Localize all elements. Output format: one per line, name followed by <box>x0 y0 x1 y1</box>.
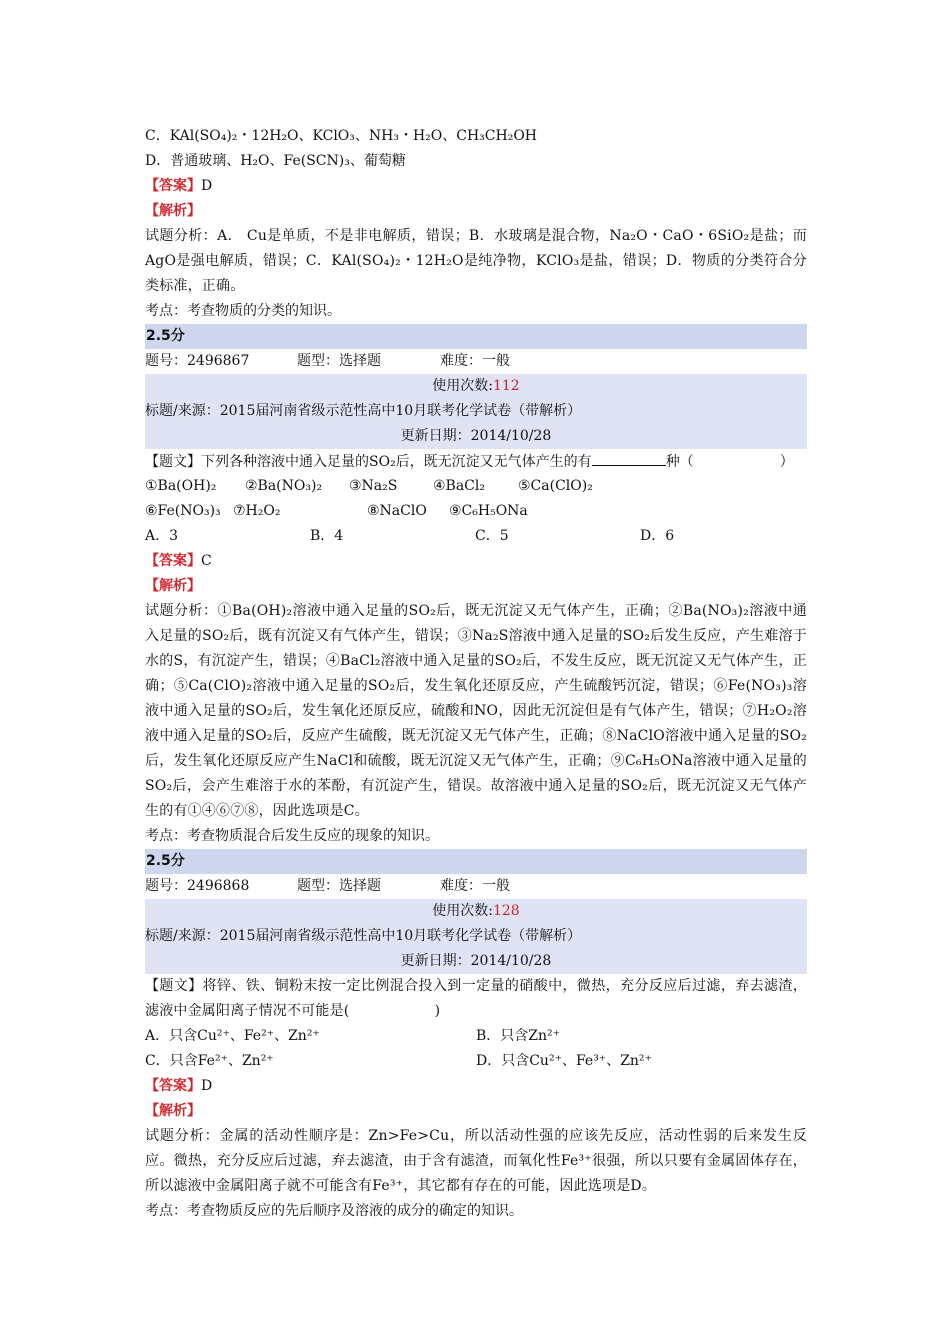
source-row: 标题/来源：2015届河南省级示范性高中10月联考化学试卷（带解析） <box>145 924 807 949</box>
item-5: ⑤Ca(ClO)₂ <box>518 478 593 494</box>
update-date: 更新日期：2014/10/28 <box>145 949 807 974</box>
usage-count: 112 <box>492 378 520 394</box>
score-bar: 2.5分 <box>145 324 807 349</box>
question-type: 题型：选择题 <box>297 878 381 894</box>
options-row-1 <box>145 1024 807 1049</box>
option-d: D．6 <box>640 528 675 544</box>
answer-line <box>145 1074 807 1099</box>
source-row: 标题/来源：2015届河南省级示范性高中10月联考化学试卷（带解析） <box>145 399 807 424</box>
stem-tag: 【题文】 <box>145 978 203 994</box>
question-id: 题号：2496868 <box>145 878 250 894</box>
question-meta <box>145 874 807 899</box>
option-b: B．只含Zn²⁺ <box>476 1028 561 1044</box>
option-c: C．只含Fe²⁺、Zn²⁺ <box>145 1053 274 1069</box>
question-difficulty: 难度：一般 <box>440 353 510 369</box>
fill-blank <box>592 449 666 466</box>
answer-tag: 【答案】 <box>145 1078 201 1094</box>
stem-text: 将锌、铁、铜粉末按一定比例混合投入到一定量的硝酸中，微热，充分反应后过滤，弃去滤渣，滤液中金属阳离子情况不可能是( ) <box>145 978 807 1019</box>
option-a: A．3 <box>145 528 179 544</box>
analysis-tag: 【解析】 <box>145 1103 201 1119</box>
usage-label: 使用次数: <box>432 903 493 919</box>
usage-count-row <box>145 899 807 924</box>
options-row-2 <box>145 1049 807 1074</box>
question-type: 题型：选择题 <box>297 353 381 369</box>
stem-text: 下列各种溶液中通入足量的SO₂后，既无沉淀又无气体产生的有 <box>201 454 592 470</box>
item-8: ⑧NaClO <box>367 503 427 519</box>
answer-value: D <box>201 1078 213 1094</box>
question-stem <box>145 974 807 1024</box>
option-b: B．4 <box>310 528 344 544</box>
item-4: ④BaCl₂ <box>433 478 485 494</box>
stem-text-2: 种（ <box>665 454 694 470</box>
analysis-tag: 【解析】 <box>145 578 201 594</box>
analysis-text: 试题分析：A． Cu是单质，不是非电解质，错误；B．水玻璃是混合物，Na₂O・CaO・6SiO₂是盐；而AgO是强电解质，错误；C．KAl(SO₄)₂・12H₂O是纯净物，KClO₃是盐，错误；D．物质的分类符合分类标准，正确。 <box>145 228 807 294</box>
analysis-text: 试题分析：①Ba(OH)₂溶液中通入足量的SO₂后，既无沉淀又无气体产生，正确；②Ba(NO₃)₂溶液中通入足量的SO₂后，既有沉淀又有气体产生，错误；③Na₂S溶液中通入足量的SO₂后发生反应，产生难溶于水的S，有沉淀产生，错误；④BaCl₂溶液中通入足量的SO₂后，不发生反应，既无沉淀又无气体产生，正确；⑤Ca(ClO)₂溶液中通入足量的SO₂后，发生氧化还原反应，产生硫酸钙沉淀，错误；⑥Fe(NO₃)₃溶液中通入足量的SO₂后，发生氧化还原反应，硫酸和NO，因此无沉淀但是有气体产生，错误；⑦H₂O₂溶液中通入足量的SO₂后，反应产生硫酸，既无沉淀又无气体产生，正确；⑧NaClO溶液中通入足量的SO₂后，发生氧化还原反应产生NaCl和硫酸，既无沉淀又无气体产生，正确；⑨C₆H₅ONa溶液中通入足量的SO₂后，会产生难溶于水的苯酚，有沉淀产生，错误。故溶液中通入足量的SO₂后，既无沉淀又无气体产生的有①④⑥⑦⑧，因此选项是C。 <box>145 603 807 819</box>
kaodian: 考点：考查物质的分类的知识。 <box>145 303 341 319</box>
usage-count-row <box>145 374 807 399</box>
usage-label: 使用次数: <box>432 378 493 394</box>
items-row-2 <box>145 499 807 524</box>
answer-tag: 【答案】 <box>145 178 201 194</box>
update-date: 更新日期：2014/10/28 <box>145 424 807 449</box>
kaodian: 考点：考查物质反应的先后顺序及溶液的成分的确定的知识。 <box>145 1203 523 1219</box>
answer-value: D <box>201 178 213 194</box>
option-d: D．普通玻璃、H₂O、Fe(SCN)₃、葡萄糖 <box>145 153 406 169</box>
option-d: D．只含Cu²⁺、Fe³⁺、Zn²⁺ <box>476 1053 652 1069</box>
usage-count: 128 <box>492 903 520 919</box>
analysis-tag: 【解析】 <box>145 203 201 219</box>
question-difficulty: 难度：一般 <box>440 878 510 894</box>
question-stem <box>145 449 807 474</box>
item-6: ⑥Fe(NO₃)₃ <box>145 503 221 519</box>
score-bar: 2.5分 <box>145 849 807 874</box>
answer-line <box>145 174 807 199</box>
analysis-text: 试题分析：金属的活动性顺序是：Zn>Fe>Cu，所以活动性强的应该先反应，活动性弱的后来发生反应。微热，充分反应后过滤，弃去滤渣，由于含有滤渣，而氧化性Fe³⁺很强，所以只要有金属固体存在，所以滤液中金属阳离子就不可能含有Fe³⁺，其它都有存在的可能，因此选项是D。 <box>145 1128 807 1194</box>
stem-text-3: ） <box>779 454 794 470</box>
question-meta <box>145 349 807 374</box>
items-row-1 <box>145 474 807 499</box>
item-3: ③Na₂S <box>349 478 398 494</box>
option-c: C．5 <box>475 528 509 544</box>
options-row <box>145 524 807 549</box>
option-a: A．只含Cu²⁺、Fe²⁺、Zn²⁺ <box>145 1028 320 1044</box>
item-9: ⑨C₆H₅ONa <box>449 503 528 519</box>
kaodian: 考点：考查物质混合后发生反应的现象的知识。 <box>145 828 439 844</box>
stem-tag: 【题文】 <box>145 454 201 470</box>
item-7: ⑦H₂O₂ <box>233 503 281 519</box>
answer-line <box>145 549 807 574</box>
content <box>145 124 807 1224</box>
analysis-tag-line <box>145 574 807 599</box>
option-c: C．KAl(SO₄)₂・12H₂O、KClO₃、NH₃・H₂O、CH₃CH₂OH <box>145 128 538 144</box>
analysis-tag-line <box>145 1099 807 1124</box>
analysis-tag-line <box>145 199 807 224</box>
answer-tag: 【答案】 <box>145 553 201 569</box>
item-2: ②Ba(NO₃)₂ <box>245 478 323 494</box>
item-1: ①Ba(OH)₂ <box>145 478 217 494</box>
answer-value: C <box>201 553 212 569</box>
question-id: 题号：2496867 <box>145 353 250 369</box>
